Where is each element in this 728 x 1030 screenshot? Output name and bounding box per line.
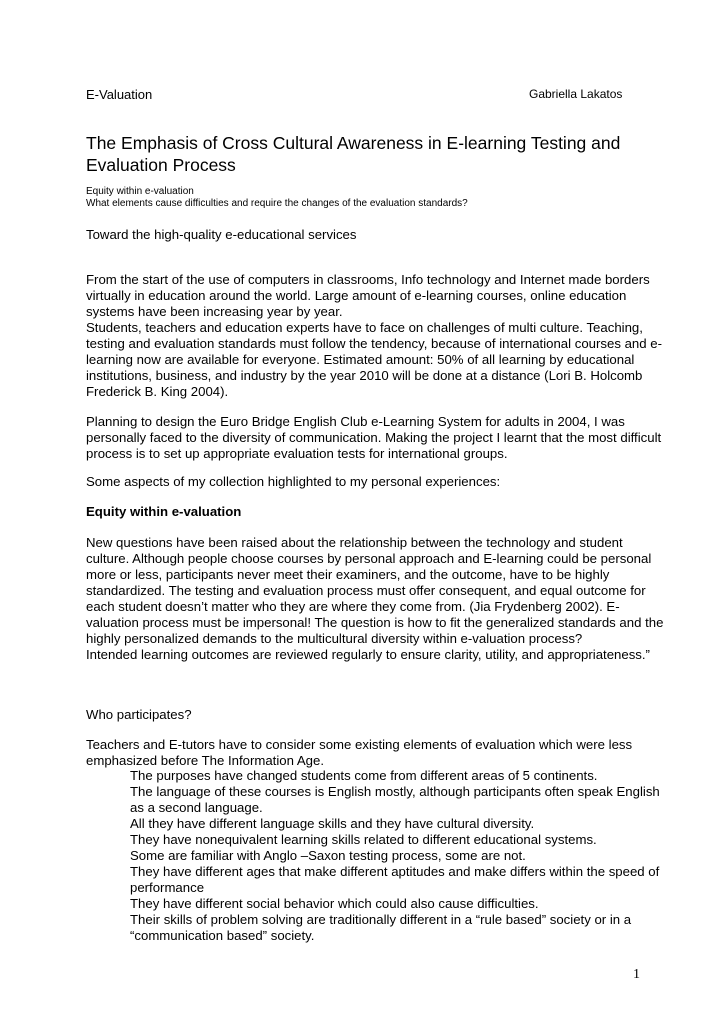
subtitle-question: What elements cause difficulties and require the changes of the evaluation standards?	[86, 198, 468, 209]
list-item: Some are familiar with Anglo –Saxon testing process, some are not.	[130, 848, 526, 863]
toward-heading: Toward the high-quality e-educational services	[86, 227, 357, 242]
paragraph-4b-text: Intended learning outcomes are reviewed regularly to ensure clarity, utility, and appropriateness.”	[86, 647, 650, 662]
header-left: E-Valuation	[86, 87, 153, 102]
list-item: Their skills of problem solving are traditionally different in a “rule based” society or in a “communication based” society.	[130, 912, 632, 943]
header-right: Gabriella Lakatos	[529, 87, 623, 101]
list-item: All they have different language skills and they have cultural diversity.	[130, 816, 535, 831]
list-item: They have nonequivalent learning skills related to different educational systems.	[130, 832, 597, 847]
paragraph-4	[86, 535, 666, 663]
list-item: They have different ages that make different aptitudes and make differs within the speed of performance	[130, 864, 660, 895]
list-item: They have different social behavior which could also cause difficulties.	[130, 896, 539, 911]
list-item: The purposes have changed students come from different areas of 5 continents.	[130, 768, 598, 783]
paragraph-1	[86, 272, 666, 400]
who-participates: Who participates?	[86, 707, 192, 722]
document-title: The Emphasis of Cross Cultural Awareness in E-learning Testing and Evaluation Process	[86, 133, 621, 175]
paragraph-1b-text: Students, teachers and education experts have to face on challenges of multi culture. Teaching, testing and evaluation standards must follow the tendency, because of international courses and e-learning now are available for everyone. Estimated amount: 50% of all learning by educational institutions, business, and industry by the year 2010 will be done at a distance (Lori B. Holcomb Frederick B. King 2004).	[86, 320, 662, 399]
indented-list	[130, 768, 675, 944]
paragraph-1-text: From the start of the use of computers in classrooms, Info technology and Internet made borders virtually in education around the world. Large amount of e-learning courses, online education systems have been increasing year by year.	[86, 272, 650, 319]
paragraph-2: Planning to design the Euro Bridge English Club e-Learning System for adults in 2004, I was personally faced to the diversity of communication. Making the project I learnt that the most difficult process is to set up appropriate evaluation tests for international groups.	[86, 414, 662, 461]
equity-heading: Equity within e-valuation	[86, 504, 242, 519]
paragraph-5: Teachers and E-tutors have to consider some existing elements of evaluation which were less emphasized before The Information Age.	[86, 737, 633, 768]
page-number: 1	[633, 967, 640, 982]
list-item: The language of these courses is English mostly, although participants often speak English as a second language.	[130, 784, 660, 815]
paragraph-4-text: New questions have been raised about the relationship between the technology and student culture. Although people choose courses by personal approach and E-learning could be personal more or less, participants never meet their examiners, and the outcome, have to be highly standardized. The testing and evaluation process must offer consequent, and equal outcome for each student doesn’t matter who they are where they come from. (Jia Frydenberg 2002). E-valuation process must be impersonal! The question is how to fit the generalized standards and the highly personalized demands to the multicultural diversity within e-valuation process?	[86, 535, 664, 646]
subtitle-equity: Equity within e-valuation	[86, 186, 194, 197]
paragraph-3: Some aspects of my collection highlighted to my personal experiences:	[86, 474, 501, 489]
